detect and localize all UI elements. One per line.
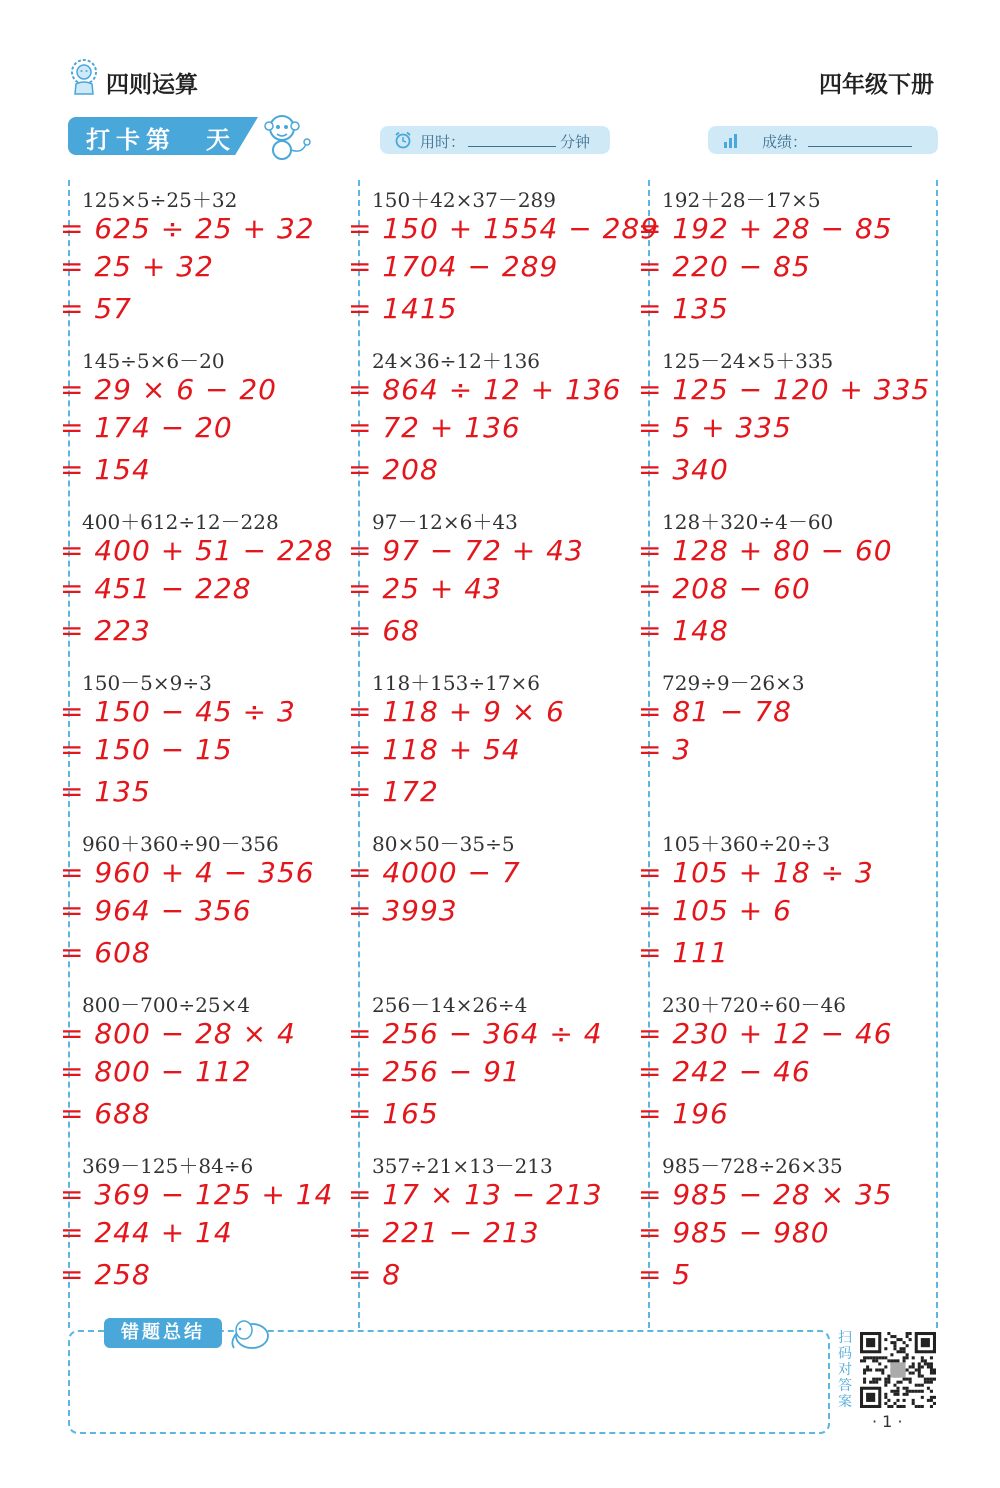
answer-step: = 57 xyxy=(60,292,132,325)
elephant-icon xyxy=(226,1312,276,1352)
answer-step: = 5 xyxy=(638,1258,692,1291)
answer-step: = 150 − 45 ÷ 3 xyxy=(60,695,296,728)
answer-step: = 223 xyxy=(60,614,151,647)
answer-step: = 960 + 4 − 356 xyxy=(60,856,315,889)
answer-step: = 25 + 43 xyxy=(348,572,502,605)
problem-expression: 192＋28－17×5 xyxy=(662,188,821,212)
bar-chart-icon xyxy=(722,131,740,149)
problem-expression: 105＋360÷20÷3 xyxy=(662,832,831,856)
answer-step: = 150 − 15 xyxy=(60,733,233,766)
answer-step: = 172 xyxy=(348,775,439,808)
answer-step: = 105 + 6 xyxy=(638,894,792,927)
answer-step: = 135 xyxy=(638,292,729,325)
monkey-mascot-icon xyxy=(256,110,312,162)
answer-step: = 608 xyxy=(60,936,151,969)
answer-step: = 369 − 125 + 14 xyxy=(60,1178,334,1211)
problem-expression: 357÷21×13－213 xyxy=(372,1154,553,1178)
answer-step: = 174 − 20 xyxy=(60,411,233,444)
problem-expression: 400＋612÷12－228 xyxy=(82,510,279,534)
problem-expression: 729÷9－26×3 xyxy=(662,671,805,695)
time-label: 用时： xyxy=(420,133,466,151)
answer-step: = 5 + 335 xyxy=(638,411,792,444)
answer-step: = 148 xyxy=(638,614,729,647)
time-field[interactable] xyxy=(380,126,610,154)
column-border xyxy=(936,180,938,1328)
answer-step: = 135 xyxy=(60,775,151,808)
answer-step: = 25 + 32 xyxy=(60,250,214,283)
answer-step: = 208 xyxy=(348,453,439,486)
answer-step: = 3993 xyxy=(348,894,458,927)
score-label: 成绩： xyxy=(762,133,808,151)
answer-step: = 964 − 356 xyxy=(60,894,252,927)
answer-step: = 220 − 85 xyxy=(638,250,811,283)
qr-code[interactable] xyxy=(860,1332,936,1408)
answer-step: = 242 − 46 xyxy=(638,1055,811,1088)
problem-expression: 128＋320÷4－60 xyxy=(662,510,834,534)
answer-step: = 451 − 228 xyxy=(60,572,252,605)
answer-step: = 230 + 12 − 46 xyxy=(638,1017,893,1050)
answer-step: = 17 × 13 − 213 xyxy=(348,1178,603,1211)
answer-step: = 864 ÷ 12 + 136 xyxy=(348,373,622,406)
time-blank[interactable] xyxy=(468,146,556,147)
answer-step: = 8 xyxy=(348,1258,402,1291)
answer-step: = 208 − 60 xyxy=(638,572,811,605)
answer-step: = 256 − 91 xyxy=(348,1055,521,1088)
answer-step: = 105 + 18 ÷ 3 xyxy=(638,856,874,889)
time-unit: 分钟 xyxy=(560,133,591,151)
answer-step: = 800 − 112 xyxy=(60,1055,252,1088)
grade-label: 四年级下册 xyxy=(819,72,934,98)
alarm-clock-icon xyxy=(394,131,412,149)
problem-expression: 800－700÷25×4 xyxy=(82,993,251,1017)
answer-step: = 29 × 6 − 20 xyxy=(60,373,277,406)
problem-expression: 97－12×6＋43 xyxy=(372,510,518,534)
topic-title: 四则运算 xyxy=(106,72,198,98)
answer-step: = 68 xyxy=(348,614,420,647)
answer-step: = 118 + 54 xyxy=(348,733,521,766)
score-blank[interactable] xyxy=(808,146,912,147)
problem-expression: 150－5×9÷3 xyxy=(82,671,212,695)
answer-step: = 1704 − 289 xyxy=(348,250,559,283)
problem-expression: 150＋42×37－289 xyxy=(372,188,557,212)
problem-expression: 369－125＋84÷6 xyxy=(82,1154,254,1178)
answer-step: = 118 + 9 × 6 xyxy=(348,695,565,728)
answer-step: = 111 xyxy=(638,936,729,969)
problem-expression: 118＋153÷17×6 xyxy=(372,671,541,695)
answer-step: = 985 − 980 xyxy=(638,1216,830,1249)
answer-step: = 4000 − 7 xyxy=(348,856,521,889)
answer-step: = 625 ÷ 25 + 32 xyxy=(60,212,315,245)
answer-step: = 340 xyxy=(638,453,729,486)
answer-step: = 256 − 364 ÷ 4 xyxy=(348,1017,603,1050)
checkin-label: 打卡第 天 xyxy=(86,126,236,154)
scan-answer-label: 扫码对答案 xyxy=(838,1330,852,1410)
answer-step: = 400 + 51 − 228 xyxy=(60,534,334,567)
answer-step: = 165 xyxy=(348,1097,439,1130)
problem-expression: 960＋360÷90－356 xyxy=(82,832,279,856)
answer-step: = 244 + 14 xyxy=(60,1216,233,1249)
answer-step: = 128 + 80 − 60 xyxy=(638,534,893,567)
answer-step: = 688 xyxy=(60,1097,151,1130)
answer-step: = 97 − 72 + 43 xyxy=(348,534,584,567)
problem-expression: 80×50－35÷5 xyxy=(372,832,515,856)
answer-step: = 1415 xyxy=(348,292,458,325)
problem-expression: 125×5÷25＋32 xyxy=(82,188,238,212)
mistake-summary-title: 错题总结 xyxy=(104,1318,222,1348)
answer-step: = 150 + 1554 − 289 xyxy=(348,212,660,245)
answer-step: = 125 − 120 + 335 xyxy=(638,373,931,406)
problem-expression: 256－14×26÷4 xyxy=(372,993,528,1017)
problem-expression: 230＋720÷60－46 xyxy=(662,993,847,1017)
answer-step: = 258 xyxy=(60,1258,151,1291)
answer-step: = 154 xyxy=(60,453,151,486)
score-field[interactable] xyxy=(708,126,938,154)
problem-expression: 985－728÷26×35 xyxy=(662,1154,843,1178)
answer-step: = 985 − 28 × 35 xyxy=(638,1178,893,1211)
answer-step: = 192 + 28 − 85 xyxy=(638,212,893,245)
page-number: · 1 · xyxy=(872,1412,903,1431)
answer-step: = 3 xyxy=(638,733,692,766)
answer-step: = 81 − 78 xyxy=(638,695,792,728)
answer-step: = 72 + 136 xyxy=(348,411,521,444)
answer-step: = 221 − 213 xyxy=(348,1216,540,1249)
problem-expression: 24×36÷12＋136 xyxy=(372,349,541,373)
lion-mascot-icon xyxy=(66,58,102,96)
problem-expression: 145÷5×6－20 xyxy=(82,349,225,373)
problem-expression: 125－24×5＋335 xyxy=(662,349,834,373)
answer-step: = 800 − 28 × 4 xyxy=(60,1017,296,1050)
answer-step: = 196 xyxy=(638,1097,729,1130)
